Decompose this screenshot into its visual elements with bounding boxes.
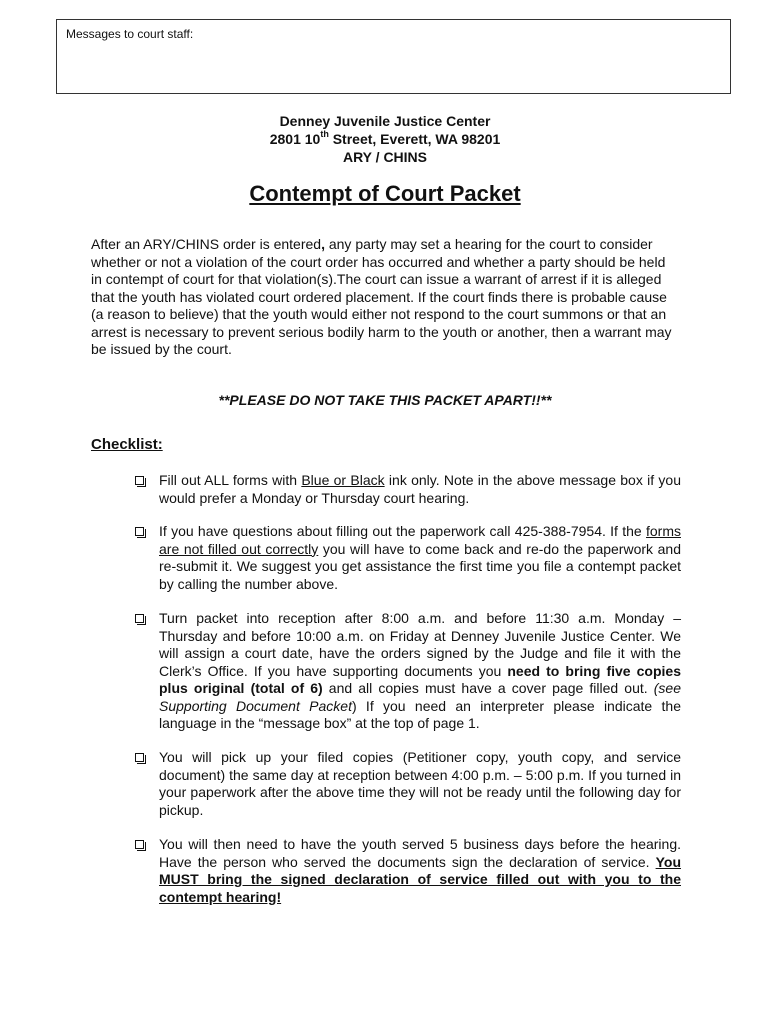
- intro-paragraph: [91, 236, 676, 359]
- checkbox-icon[interactable]: [135, 476, 144, 485]
- checklist-item: [135, 610, 681, 733]
- intro-text-2: any party may set a hearing for the court to consider whether or not a violation of the court order has occurred and whether a party should be held in contempt of court for that violation(s).The court can issue a warrant of arrest if it is alleged that the youth has violated court ordered placement. If the court finds there is probable cause (a reason to believe) that the youth would either not respond to the court summons or that an arrest is necessary to prevent serious bodily harm to the youth or another, then a warrant may be issued by the court.: [91, 236, 672, 357]
- checklist-item: [135, 472, 681, 507]
- item1-text-a: Fill out ALL forms with: [159, 472, 302, 488]
- checklist-item: [135, 836, 681, 906]
- checkbox-icon[interactable]: [135, 753, 144, 762]
- item3-italic: (see Supporting Document Packet: [159, 680, 681, 714]
- checklist-item-text: You will pick up your filed copies (Petitioner copy, youth copy, and service document) the same day at reception between 4:00 p.m. – 5:00 p.m. If you turned in your paperwork after the above time they will not be ready until the following day for pickup.: [159, 749, 681, 818]
- message-box[interactable]: [56, 19, 731, 94]
- item1-underlined: Blue or Black: [301, 472, 385, 488]
- address-number: 2801 10: [269, 131, 321, 147]
- checkbox-icon[interactable]: [135, 614, 144, 623]
- address-street: Street, Everett, WA 98201: [328, 131, 501, 147]
- item3-text-e: ) If you need an interpreter please indicate the language in the “message box” at the top of page 1.: [159, 697, 681, 731]
- checklist-item-text: [159, 472, 681, 507]
- intro-text-1: After an ARY/CHINS order is entered: [91, 236, 322, 252]
- item3-bold: need to bring five copies plus original (total of 6): [159, 662, 681, 696]
- item5-bold-underlined: You MUST bring the signed declaration of service filled out with you to the contempt hearing!: [159, 853, 681, 905]
- checkbox-icon[interactable]: [135, 840, 144, 849]
- item1-text-c: ink only. Note in the above message box if you would prefer a Monday or Thursday court hearing.: [159, 472, 682, 506]
- checklist-item-text: [159, 523, 681, 593]
- header-case-type: ARY / CHINS: [342, 149, 427, 165]
- checklist-item-text: [159, 836, 681, 906]
- checklist-heading: Checklist:: [91, 436, 163, 453]
- checkbox-icon[interactable]: [135, 527, 144, 536]
- item2-underlined: forms are not filled out correctly: [159, 523, 681, 557]
- item3-text-a: Turn packet into reception after 8:00 a.m. and before 11:30 a.m. Monday – Thursday and before 10:00 a.m. on Friday at Denney Juvenile Justice Center. We will assign a court date, have the orders signed by the Judge and file it with the Clerk’s Office. If you have supporting documents you: [159, 610, 681, 679]
- item5-text-a: You will then need to have the youth served 5 business days before the hearing. Have the person who served the documents sign the declaration of service.: [159, 836, 681, 870]
- item2-text-a: If you have questions about filling out the paperwork call 425-388-7954. If the: [159, 523, 646, 539]
- intro-comma: ,: [321, 236, 325, 252]
- warning-notice: **PLEASE DO NOT TAKE THIS PACKET APART!!**: [218, 392, 552, 408]
- item3-text-c: and all copies must have a cover page filled out.: [322, 680, 654, 696]
- address-superscript: th: [320, 129, 329, 139]
- page-title: Contempt of Court Packet: [249, 181, 521, 206]
- message-box-label: Messages to court staff:: [66, 27, 194, 41]
- header-address: [0, 131, 770, 147]
- checklist-item: [135, 523, 681, 593]
- item2-text-c: you will have to come back and re-do the paperwork and re-submit it. We suggest you get assistance the first time you file a contempt packet by calling the number above.: [159, 540, 681, 592]
- checklist-item-text: [159, 610, 681, 733]
- checklist-item: [135, 749, 681, 819]
- header-center-name: Denney Juvenile Justice Center: [279, 113, 491, 129]
